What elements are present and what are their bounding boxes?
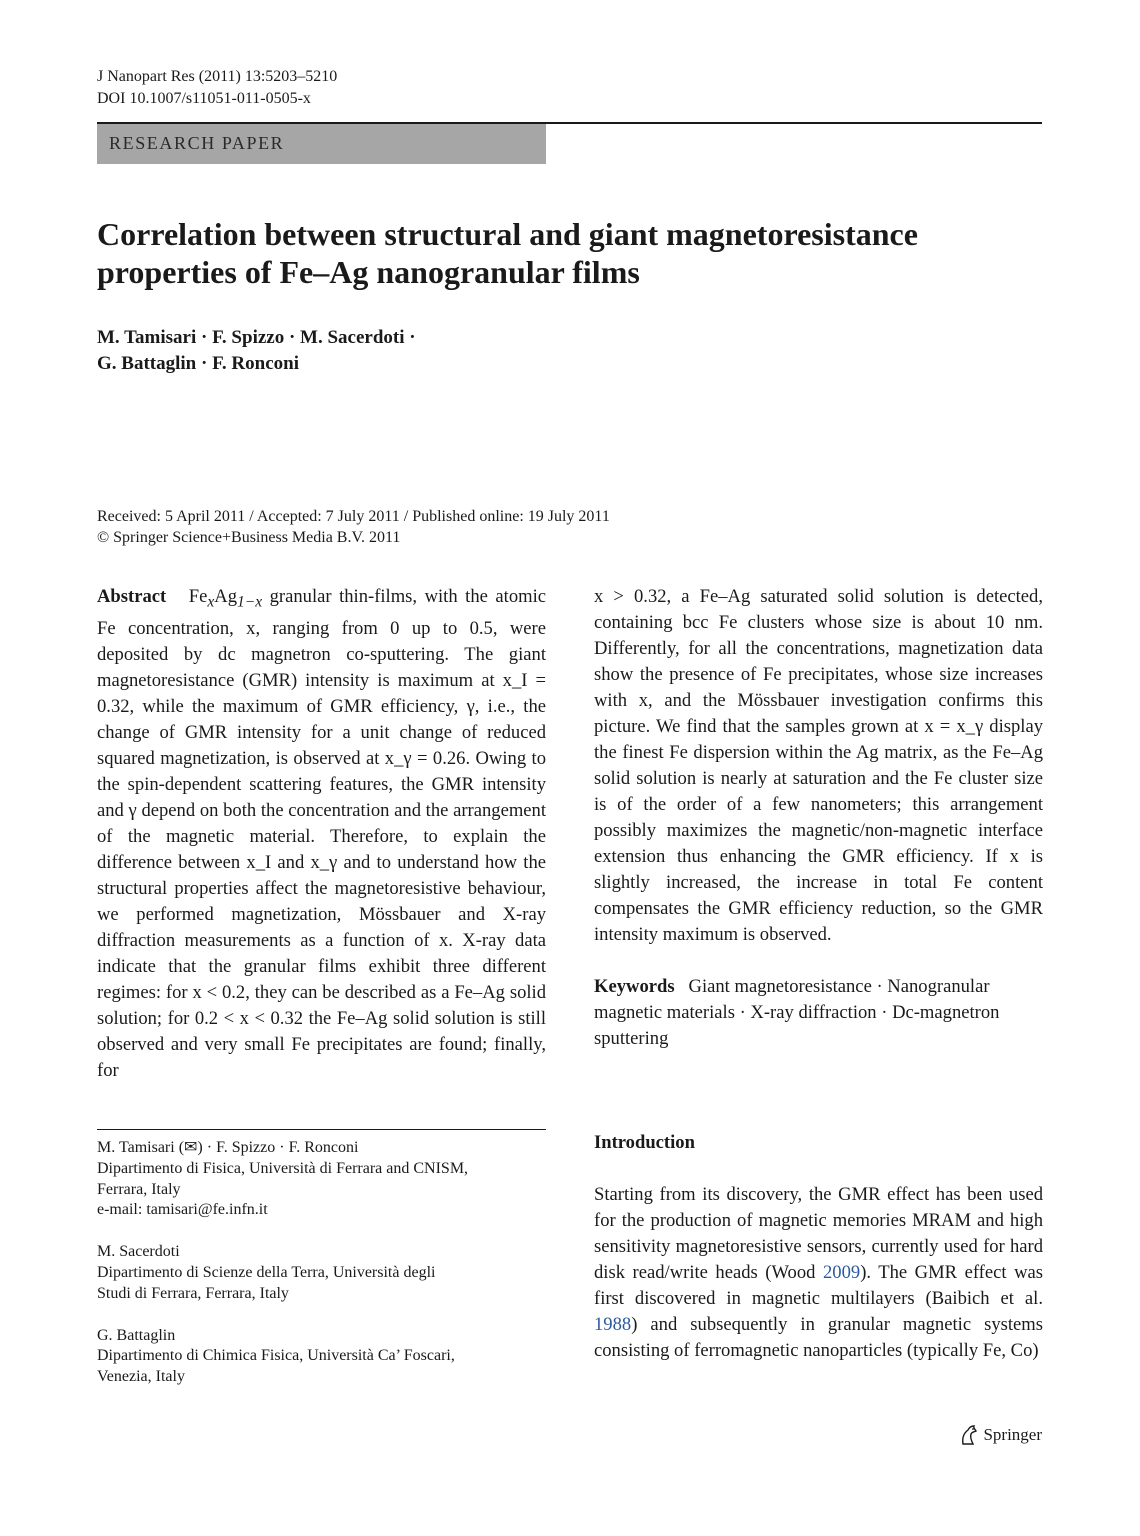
- history-line: Received: 5 April 2011 / Accepted: 7 July 2011 / Published online: 19 July 2011: [97, 508, 610, 525]
- affiliation-block: [97, 1242, 546, 1304]
- abstract-right-column: [594, 584, 1043, 1052]
- copyright-line: © Springer Science+Business Media B.V. 2011: [97, 529, 401, 546]
- abstract-text-right: x > 0.32, a Fe–Ag saturated solid solution is detected, containing bcc Fe clusters whose size is about 10 nm. Differently, for all the concentrations, magnetization data show the presence of Fe precipitates, whose size increases with x, and the Mössbauer investigation confirms this picture. We find that the samples grown at x = x_γ display the finest Fe dispersion within the Ag matrix, as the Fe–Ag solid solution is nearly at saturation and the Fe cluster size is of the order of a few nanometers; this arrangement possibly maximizes the magnetic/non-magnetic interface extension thus enhancing the GMR efficiency. If x is slightly increased, the increase in total Fe content compensates the GMR efficiency reduction, so the GMR intensity maximum is observed.: [594, 586, 1043, 945]
- journal-header: [97, 66, 337, 110]
- publisher-logo: [959, 1424, 1042, 1446]
- formula: $Fe_xAg_{1-x}$: [188, 586, 263, 611]
- affiliation-location: Ferrara, Italy: [97, 1180, 181, 1198]
- abstract-text-left: granular thin-films, with the atomic Fe concentration, x, ranging from 0 up to 0.5, were deposited by dc magnetron co-sputtering. The giant magnetoresistance (GMR) intensity is maximum at x_I = 0.32, while the maximum of GMR efficiency, γ, i.e., the change of GMR intensity for a unit change of reduced squared magnetization, is observed at x_γ = 0.26. Owing to the spin-dependent scattering features, the GMR intensity and γ depend on both the concentration and the arrangement of the magnetic material. Therefore, to explain the difference between x_I and x_γ and to understand how the structural properties affect the magnetoresistive behaviour, we performed magnetization, Mössbauer and X-ray diffraction measurements as a function of x. X-ray data indicate that the granular films exhibit three different regimes: for x < 0.2, they can be described as a Fe–Ag solid solution; for 0.2 < x < 0.32 the Fe–Ag solid solution is still observed and very small Fe precipitates are found; finally, for: [97, 586, 547, 1081]
- title-line-2: properties of Fe–Ag nanogranular films: [97, 254, 640, 290]
- affiliation-institution: Dipartimento di Fisica, Università di Ferrara and CNISM,: [97, 1159, 469, 1177]
- abstract-paragraph: [97, 584, 546, 1084]
- citation-link[interactable]: 2009: [823, 1262, 861, 1283]
- publication-dates: [97, 506, 610, 548]
- abstract-label: Abstract: [97, 586, 167, 607]
- abstract-left-column: [97, 584, 546, 1084]
- title-line-1: Correlation between structural and giant magnetoresistance: [97, 216, 918, 252]
- footnote-rule: [97, 1129, 546, 1130]
- affiliation-block: [97, 1326, 546, 1388]
- affiliations: [97, 1138, 546, 1409]
- keywords-label: Keywords: [594, 976, 675, 997]
- section-banner: RESEARCH PAPER: [97, 124, 546, 164]
- paper-title: [97, 215, 1037, 291]
- citation-link[interactable]: 1988: [594, 1314, 632, 1335]
- author-list: [97, 325, 416, 377]
- publisher-name: Springer: [983, 1425, 1042, 1444]
- affiliation-authors: M. Sacerdoti: [97, 1243, 180, 1261]
- authors-line-1: M. Tamisari · F. Spizzo · M. Sacerdoti ·: [97, 327, 416, 348]
- keywords: [594, 974, 1043, 1052]
- affiliation-email: e-mail: tamisari@fe.infn.it: [97, 1201, 268, 1219]
- affiliation-institution: Dipartimento di Scienze della Terra, Università degli: [97, 1263, 436, 1281]
- affiliation-authors: M. Tamisari (✉) · F. Spizzo · F. Ronconi: [97, 1139, 359, 1156]
- introduction-text: Starting from its discovery, the GMR effect has been used for the production of magnetic memories MRAM and high sensitivity magnetoresistive sensors, currently used for hard disk read/write heads (Wood 2009). The GMR effect was first discovered in magnetic multilayers (Baibich et al. 1988) and subsequently in granular magnetic systems consisting of ferromagnetic nanoparticles (typically Fe, Co): [594, 1184, 1043, 1361]
- doi: DOI 10.1007/s11051-011-0505-x: [97, 90, 311, 107]
- authors-line-2: G. Battaglin · F. Ronconi: [97, 353, 299, 374]
- springer-horse-icon: [959, 1424, 979, 1446]
- affiliation-authors: G. Battaglin: [97, 1326, 176, 1344]
- journal-citation: J Nanopart Res (2011) 13:5203–5210: [97, 68, 338, 85]
- keywords-text: Giant magnetoresistance · Nanogranular magnetic materials · X-ray diffraction · Dc-magnetron sputtering: [594, 976, 1000, 1049]
- affiliation-institution: Dipartimento di Chimica Fisica, Università Ca’ Foscari,: [97, 1347, 455, 1365]
- affiliation-block: [97, 1138, 546, 1221]
- affiliation-location: Venezia, Italy: [97, 1368, 185, 1386]
- affiliation-location: Studi di Ferrara, Ferrara, Italy: [97, 1284, 289, 1302]
- introduction-heading: Introduction: [594, 1132, 695, 1153]
